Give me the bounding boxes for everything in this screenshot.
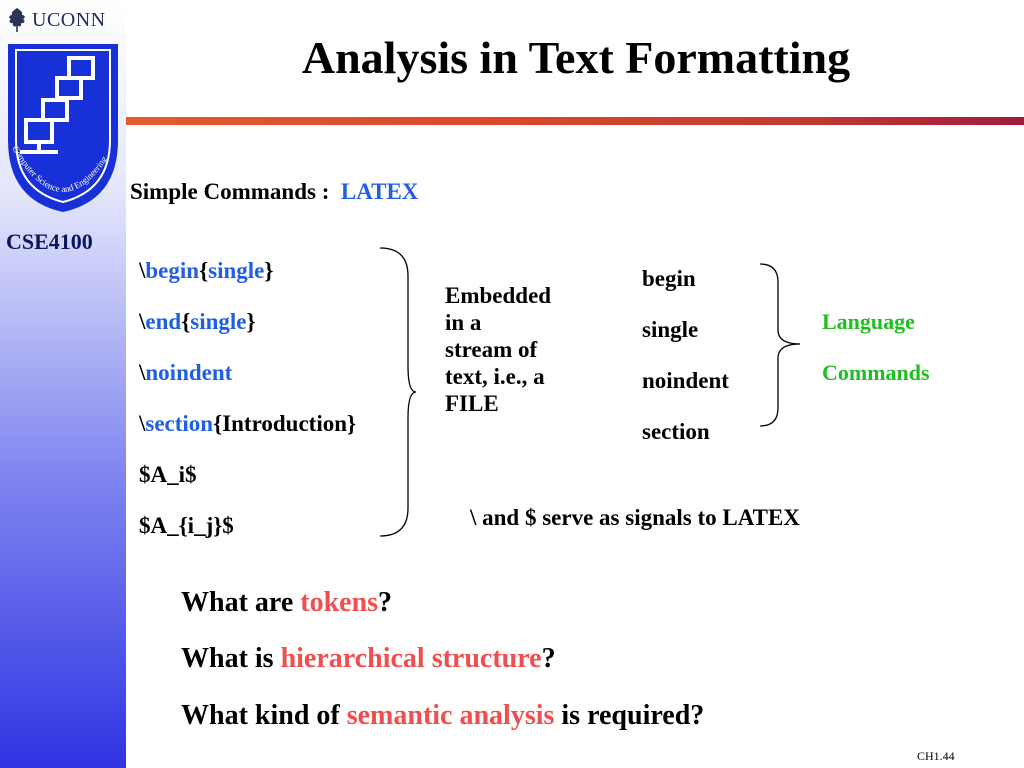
slide-number: CH1.44 xyxy=(917,749,955,763)
question-tokens: What are tokens? xyxy=(181,587,393,618)
course-code: CSE4100 xyxy=(6,229,93,254)
keyword-noindent: noindent xyxy=(642,368,729,393)
embedded-text: Embedded in a stream of text, i.e., a FILE xyxy=(445,283,552,416)
subheading-label: Simple Commands : xyxy=(130,179,330,204)
subheading-value: LATEX xyxy=(340,179,419,204)
slide-title: Analysis in Text Formatting xyxy=(301,32,851,83)
keyword-section: section xyxy=(642,419,710,444)
keyword-begin: begin xyxy=(642,266,696,291)
subheading xyxy=(130,179,418,205)
signal-note: \ and $ serve as signals to LATEX xyxy=(470,505,800,530)
sidebar xyxy=(0,0,126,768)
right-brace-code xyxy=(378,246,418,538)
code-line-noindent: \noindent xyxy=(139,360,233,385)
right-brace-keywords xyxy=(758,262,804,428)
cse-seal-logo xyxy=(2,40,124,216)
code-line-begin: \begin{single} xyxy=(139,258,274,283)
code-line-end: \end{single} xyxy=(139,309,256,334)
uconn-logo xyxy=(6,4,106,36)
code-line-section: \section{Introduction} xyxy=(139,411,357,436)
question-semantic: What kind of semantic analysis is required? xyxy=(181,700,705,731)
keyword-single: single xyxy=(642,317,699,342)
code-line-math-1: $A_i$ xyxy=(139,462,197,487)
language-label: Language xyxy=(822,309,915,334)
oak-leaf-icon xyxy=(6,7,28,33)
uconn-logo-text: UCONN xyxy=(32,8,106,31)
code-line-math-2: $A_{i_j}$ xyxy=(139,513,234,538)
title-rule xyxy=(126,117,1024,125)
commands-label: Commands xyxy=(822,360,930,385)
question-hierarchical: What is hierarchical structure? xyxy=(181,643,556,674)
seal-text: Computer Science and Engineering xyxy=(10,143,109,195)
